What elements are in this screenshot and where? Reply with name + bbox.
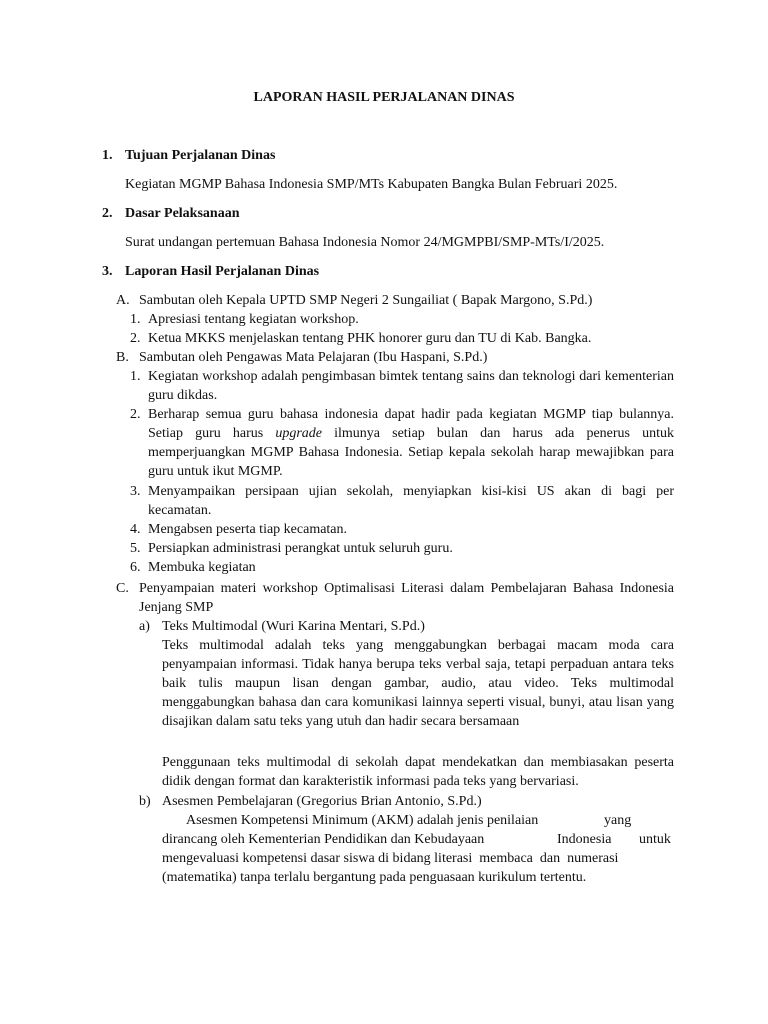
c-b-line-3: mengevaluasi kompetensi dasar siswa di bidang literasi membaca dan numerasi bbox=[162, 851, 619, 866]
b-item-number: 2. bbox=[130, 407, 141, 422]
c-b-line-4: (matematika) tanpa terlalu bergantung pada penguasaan kurikulum tertentu. bbox=[162, 870, 587, 885]
b-item-number: 5. bbox=[130, 541, 141, 556]
subsection-a-marker: A. bbox=[116, 293, 130, 308]
a-item-number: 1. bbox=[130, 312, 141, 327]
page-title: LAPORAN HASIL PERJALANAN DINAS bbox=[253, 90, 515, 105]
subsection-b-marker: B. bbox=[116, 350, 129, 365]
a-item-2: Ketua MKKS menjelaskan tentang PHK honorer guru dan TU di Kab. Bangka. bbox=[148, 331, 592, 346]
c-b-marker: b) bbox=[139, 794, 151, 809]
c-a-heading: Teks Multimodal (Wuri Karina Mentari, S.Pd.) bbox=[162, 619, 425, 634]
section-2-heading: Dasar Pelaksanaan bbox=[125, 206, 240, 221]
b-item-number: 3. bbox=[130, 484, 141, 499]
b-item-6: Membuka kegiatan bbox=[148, 560, 256, 575]
b-item-number: 1. bbox=[130, 369, 141, 384]
c-b-heading: Asesmen Pembelajaran (Gregorius Brian Antonio, S.Pd.) bbox=[162, 794, 482, 809]
section-1-number: 1. bbox=[102, 148, 113, 163]
b-item-number: 4. bbox=[130, 522, 141, 537]
c-a-marker: a) bbox=[139, 619, 150, 634]
c-b-line-1-tail: yang bbox=[604, 813, 632, 828]
subsection-a-text: Sambutan oleh Kepala UPTD SMP Negeri 2 Sungailiat ( Bapak Margono, S.Pd.) bbox=[139, 293, 593, 308]
c-b-line-1: Asesmen Kompetensi Minimum (AKM) adalah jenis penilaian bbox=[186, 813, 539, 828]
b-item-2-emphasis: upgrade bbox=[275, 426, 323, 441]
subsection-c-text: Penyampaian materi workshop Optimalisasi Literasi dalam Pembelajaran Bahasa Indonesia Jenjang SMP bbox=[139, 581, 674, 615]
b-item-2 bbox=[148, 405, 674, 481]
subsection-b-text: Sambutan oleh Pengawas Mata Pelajaran (Ibu Haspani, S.Pd.) bbox=[139, 350, 488, 365]
b-item-4: Mengabsen peserta tiap kecamatan. bbox=[148, 522, 348, 537]
section-2-body: Surat undangan pertemuan Bahasa Indonesia Nomor 24/MGMPBI/SMP-MTs/I/2025. bbox=[125, 235, 605, 250]
section-2-number: 2. bbox=[102, 206, 113, 221]
section-1-body: Kegiatan MGMP Bahasa Indonesia SMP/MTs Kabupaten Bangka Bulan Februari 2025. bbox=[125, 177, 618, 192]
b-item-3: Menyampaikan persipaan ujian sekolah, menyiapkan kisi-kisi US akan di bagi per kecamatan. bbox=[148, 484, 674, 518]
a-item-1: Apresiasi tentang kegiatan workshop. bbox=[148, 312, 359, 327]
c-a-paragraph-1: Teks multimodal adalah teks yang menggabungkan berbagai macam moda cara penyampaian informasi. Tidak hanya berupa teks verbal saja, tetapi perpaduan antara teks baik tulis maupun lisan dengan gambar, audio, atau video. Teks multimodal menggabungkan bahasa dan cara komunikasi lainnya seperti visual, bunyi, atau lisan yang disajikan dalam satu teks yang utuh dan hadir secara bersamaan bbox=[162, 638, 674, 729]
subsection-c-marker: C. bbox=[116, 581, 129, 596]
b-item-5: Persiapkan administrasi perangkat untuk seluruh guru. bbox=[148, 541, 453, 556]
c-b-line-2b: Indonesia bbox=[557, 832, 612, 847]
section-3-number: 3. bbox=[102, 264, 113, 279]
a-item-number: 2. bbox=[130, 331, 141, 346]
b-item-number: 6. bbox=[130, 560, 141, 575]
b-item-1: Kegiatan workshop adalah pengimbasan bimtek tentang sains dan teknologi dari kementerian guru dikdas. bbox=[148, 369, 674, 403]
c-a-paragraph-2: Penggunaan teks multimodal di sekolah dapat mendekatkan dan membiasakan peserta didik dengan format dan karakteristik informasi pada teks yang bervariasi. bbox=[162, 755, 674, 789]
section-3-heading: Laporan Hasil Perjalanan Dinas bbox=[125, 264, 320, 279]
b-item-2-post: ilmunya setiap bulan dan harus ada penerus untuk memperjuangkan MGMP Bahasa Indonesia. Setiap kepala sekolah harap mewajibkan para guru untuk ikut MGMP. bbox=[148, 426, 674, 479]
c-b-line-2c: untuk bbox=[639, 832, 671, 847]
c-b-line-2a: dirancang oleh Kementerian Pendidikan dan Kebudayaan bbox=[162, 832, 485, 847]
b-item-2-pre: Berharap semua guru bahasa indonesia dapat hadir pada kegiatan MGMP tiap bulannya. Setiap guru harus bbox=[148, 407, 674, 441]
section-1-heading: Tujuan Perjalanan Dinas bbox=[125, 148, 276, 163]
